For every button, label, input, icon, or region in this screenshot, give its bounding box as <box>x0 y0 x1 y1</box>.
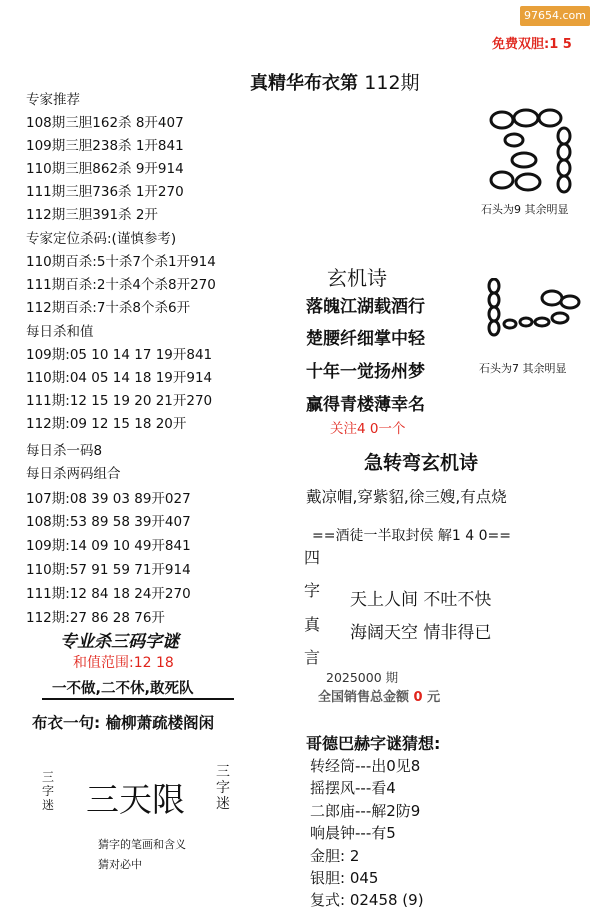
stone-caption-1: 石头为9 其余明显 <box>481 203 569 216</box>
four-line: 天上人间 不吐不快 <box>350 590 492 610</box>
title-text: 真精华布衣第 <box>250 73 358 94</box>
list-item: 112期三胆391杀 2开 <box>26 207 158 223</box>
poem-line: 楚腰纤细掌中轻 <box>306 329 425 349</box>
turn-line: 戴凉帽,穿紫貂,徐三嫂,有点烧 <box>306 488 507 506</box>
list-item: 108期:53 89 58 39开407 <box>26 514 191 530</box>
list-item: 111期:12 84 18 24开270 <box>26 586 191 602</box>
title-issue: 112期 <box>364 72 420 94</box>
list-item: 转经筒---出0见8 <box>310 757 421 775</box>
sales-line <box>318 686 440 705</box>
list-item: 金胆: 2 <box>310 847 360 865</box>
divider <box>42 698 234 700</box>
list-item: 109期:14 09 10 49开841 <box>26 538 191 554</box>
list-item: 111期三胆736杀 1开270 <box>26 184 184 200</box>
poem-heading: 玄机诗 <box>327 266 387 290</box>
sales-unit: 元 <box>427 690 441 705</box>
three-hint1: 猜字的笔画和含义 <box>98 838 186 851</box>
goedel-heading: 哥德巴赫字谜猜想: <box>306 734 441 753</box>
free-pick: 免费双胆:1 5 <box>492 37 572 52</box>
four-char: 言 <box>304 648 321 667</box>
turn-heading: 急转弯玄机诗 <box>364 452 479 474</box>
sum-heading: 每日杀和值 <box>26 324 94 340</box>
stone-puzzle-2 <box>482 278 592 338</box>
riddle3-range: 和值范围:12 18 <box>73 655 174 671</box>
list-item: 111期:12 15 19 20 21开270 <box>26 393 213 409</box>
turn-solve: ==酒徒一半取封侯 解1 4 0== <box>312 528 511 544</box>
poem-line: 赢得青楼薄幸名 <box>306 395 425 415</box>
list-item: 109期:05 10 14 17 19开841 <box>26 347 213 363</box>
riddle3-slogan: 一不做,二不休,敢死队 <box>52 681 194 697</box>
sales-issue: 2025000 期 <box>326 670 399 685</box>
poem-line: 十年一觉扬州梦 <box>306 362 425 382</box>
list-item: 112期:09 12 15 18 20开 <box>26 416 187 432</box>
list-item: 110期百杀:5十杀7个杀1开914 <box>26 254 216 270</box>
expert-heading: 专家推荐 <box>26 92 80 108</box>
three-hint2: 猜对必中 <box>98 858 142 871</box>
buyi-line: 布衣一句: 榆柳萧疏楼阁闲 <box>32 714 215 732</box>
poem-follow: 关注4 0一个 <box>330 421 406 437</box>
list-item: 112期百杀:7十杀8个杀6开 <box>26 300 191 316</box>
list-item: 112期:27 86 28 76开 <box>26 610 165 626</box>
watermark: 97654.com <box>520 6 590 26</box>
three-right: 三字迷 <box>216 764 230 812</box>
list-item: 111期百杀:2十杀4个杀8开270 <box>26 277 216 293</box>
three-left: 三字迷 <box>42 770 55 812</box>
riddle3-heading: 专业杀三码字谜 <box>60 632 179 652</box>
three-main: 三天限 <box>86 780 185 819</box>
list-item: 107期:08 39 03 89开027 <box>26 491 191 507</box>
four-line: 海阔天空 情非得已 <box>350 623 492 643</box>
list-item: 110期:57 91 59 71开914 <box>26 562 191 578</box>
poem-line: 落魄江湖载酒行 <box>306 297 425 317</box>
position-heading: 专家定位杀码:(谨慎参考) <box>26 231 177 247</box>
four-char: 四 <box>304 548 321 567</box>
stone-puzzle-1 <box>484 106 594 196</box>
list-item: 摇摆风---看4 <box>310 779 396 797</box>
kill1-heading: 每日杀一码8 <box>26 443 103 459</box>
kill2-heading: 每日杀两码组合 <box>26 466 121 482</box>
list-item: 108期三胆162杀 8开407 <box>26 115 184 131</box>
list-item: 银胆: 045 <box>310 869 379 887</box>
list-item: 二郎庙---解2防9 <box>310 802 421 820</box>
sales-amount: 0 <box>413 690 423 705</box>
list-item: 110期:04 05 14 18 19开914 <box>26 370 213 386</box>
list-item: 复式: 02458 (9) <box>310 891 424 909</box>
four-char: 字 <box>304 581 321 600</box>
list-item: 110期三胆862杀 9开914 <box>26 161 184 177</box>
page-title <box>250 68 420 95</box>
stone-caption-2: 石头为7 其余明显 <box>479 362 567 375</box>
list-item: 109期三胆238杀 1开841 <box>26 138 184 154</box>
list-item: 响晨钟---有5 <box>310 824 396 842</box>
four-char: 真 <box>304 615 321 634</box>
sales-label: 全国销售总金额 <box>318 690 410 705</box>
